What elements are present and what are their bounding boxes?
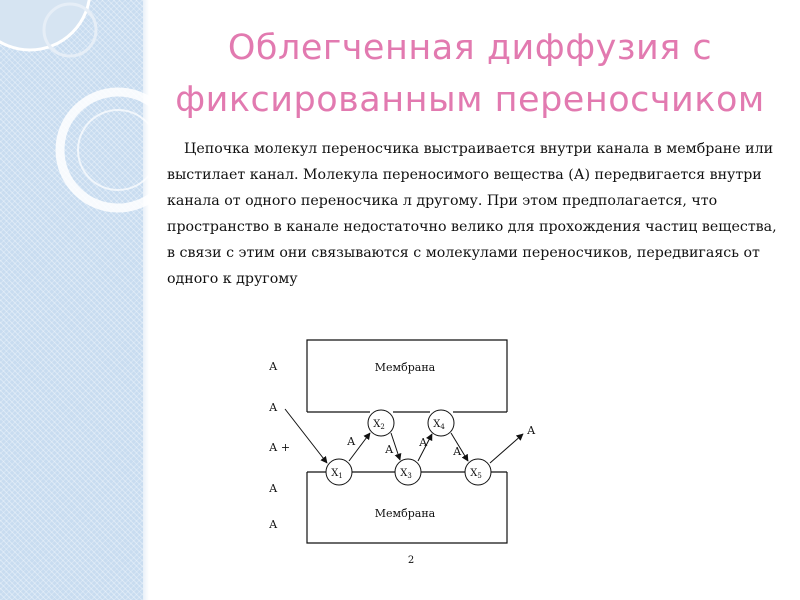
channel-label-a1: А — [347, 435, 356, 448]
figure-number: 2 — [407, 555, 415, 566]
channel-label-a3: А — [419, 436, 428, 449]
svg-text:X4: $X_4$ — [433, 419, 445, 431]
arrow-out — [490, 434, 523, 463]
svg-text:X5: $X_5$ — [470, 468, 482, 480]
bottom-membrane-label: Мембрана — [374, 507, 436, 520]
exit-label-a: А — [527, 424, 536, 437]
arrow-in — [285, 409, 327, 463]
body-paragraph: Цепочка молекул переносчика выстраивается внутри канала в мембране или выстилает канал. Молекула переносимого вещества (А) передвигается внутри канала от одного переносчика л другому. При этом предполагается, что пространство в канале недостаточно велико для прохождения частиц вещества, в связи с этим они связываются с молекулами переносчиков, передвигаясь от одного к другому — [167, 141, 777, 287]
left-label-a3: А + — [269, 441, 291, 454]
left-label-a4: А — [269, 482, 278, 495]
channel-label-a4: А — [453, 445, 462, 458]
svg-text:X2: $X_2$ — [373, 419, 385, 431]
title-line-1: Облегченная диффузия с — [227, 28, 713, 68]
left-label-a1: А — [269, 360, 278, 373]
carrier-x5 — [465, 459, 491, 485]
title-line-2: фиксированным переносчиком — [175, 80, 765, 120]
left-label-a2: А — [269, 401, 278, 414]
channel-label-a2: А — [385, 443, 394, 456]
top-membrane — [307, 340, 507, 412]
carrier-x2 — [368, 410, 394, 436]
carrier-diagram — [255, 335, 555, 575]
top-membrane-label: Мембрана — [374, 361, 436, 374]
slide-title — [150, 22, 790, 126]
svg-text:X3: $X_3$ — [400, 468, 412, 480]
deco-ring-inner — [78, 110, 158, 190]
svg-text:X1: $X_1$ — [331, 468, 343, 480]
carrier-x4 — [428, 410, 454, 436]
carrier-x1 — [326, 459, 352, 485]
left-label-a5: А — [269, 518, 278, 531]
carrier-x3 — [395, 459, 421, 485]
